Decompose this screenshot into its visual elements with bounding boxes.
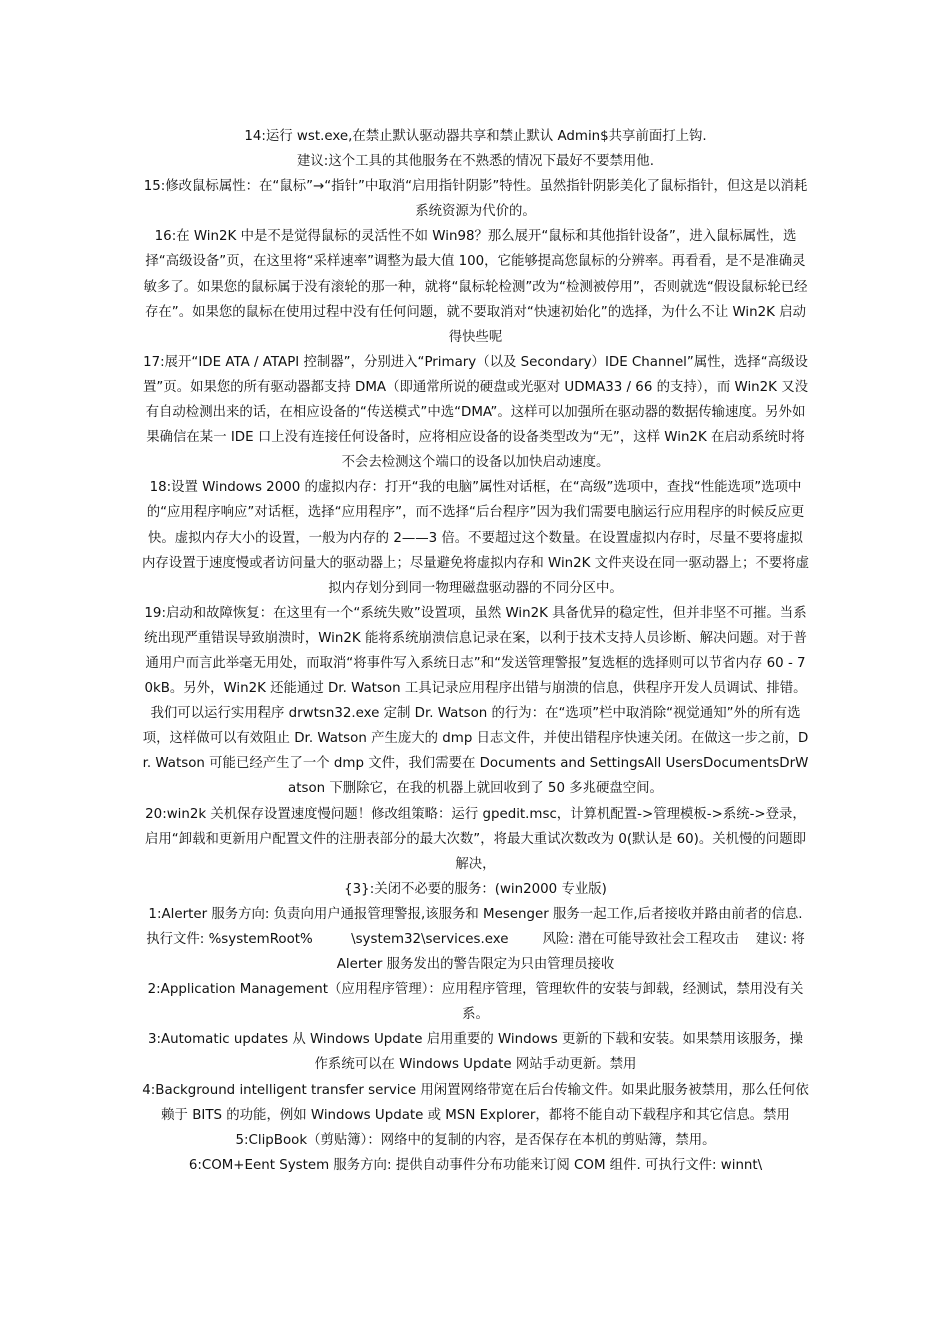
paragraph-tip-19: 19:启动和故障恢复：在这里有一个“系统失败”设置项，虽然 Win2K 具备优异的稳定性，但并非坚不可摧。当系统出现严重错误导致崩溃时，Win2K 能将系统崩溃信息记录在案，以利于技术支持人员诊断、解决问题。对于普通用户而言此举毫无用处，而取消“将事件写入系统日志”和“发送管理警报”复选框的选择则可以节省内存 60 - 70kB。另外，Win2K 还能通过 Dr. Watson 工具记录应用程序出错与崩溃的信息，供程序开发人员调试、排错。我们可以运行实用程序 drwtsn32.exe 定制 Dr. Watson 的行为：在“选项”栏中取消除“视觉通知”外的所有选项，这样做可以有效阻止 Dr. Watson 产生庞大的 dmp 日志文件，并使出错程序快速关闭。在做这一步之前，Dr. Watson 可能已经产生了一个 dmp 文件，我们需要在 Documents and SettingsAll UsersDocumentsDrWatson 下删除它，在我的机器上就回收到了 50 多兆硬盘空间。 <box>142 605 809 797</box>
paragraph-tip-14-advice: 建议:这个工具的其他服务在不熟悉的情况下最好不要禁用他. <box>297 154 654 170</box>
paragraph-tip-16: 16:在 Win2K 中是不是觉得鼠标的灵活性不如 Win98？那么展开“鼠标和其他指针设备”，进入鼠标属性，选择“高级设备”页，在这里将“采样速率”调整为最大值 100，它能够提高您鼠标的分辨率。再看看，是不是准确灵敏多了。如果您的鼠标属于没有滚轮的那一种，就将“鼠标轮检测”改为“检测被停用”，否则就选“假设鼠标轮已经存在”。如果您的鼠标在使用过程中没有任何问题，就不要取消对“快速初始化”的选择，为什么不让 Win2K 启动得快些呢 <box>143 229 808 345</box>
paragraph-service-2: 2:Application Management（应用程序管理）：应用程序管理，管理软件的安装与卸载，经测试，禁用没有关系。 <box>147 982 804 1023</box>
paragraph-service-6: 6:COM+Eent System 服务方向: 提供自动事件分布功能来订阅 COM 组件. 可执行文件: winnt\ <box>188 1157 763 1173</box>
paragraph-tip-20: 20:win2k 关机保存设置速度慢问题！修改组策略：运行 gpedit.msc，计算机配置->管理模板->系统->登录，启用“卸载和更新用户配置文件的注册表部分的最大次数”，将最大重试次数改为 0(默认是 60)。关机慢的问题即解决， <box>145 806 806 872</box>
section-heading-services: {3}:关闭不必要的服务：(win2000 专业版) <box>344 881 607 897</box>
paragraph-service-4: 4:Background intelligent transfer service 用闲置网络带宽在后台传输文件。如果此服务被禁用，那么任何依赖于 BITS 的功能，例如 Windows Update 或 MSN Explorer，都将不能自动下载程序和其它信息。禁用 <box>142 1082 809 1123</box>
paragraph-tip-14: 14:运行 wst.exe,在禁止默认驱动器共享和禁止默认 Admin$共享前面打上钩. <box>244 129 707 144</box>
paragraph-service-3: 3:Automatic updates 从 Windows Update 启用重要的 Windows 更新的下载和安装。如果禁用该服务，操作系统可以在 Windows Update 网站手动更新。禁用 <box>147 1032 804 1073</box>
document-body <box>142 124 809 1178</box>
paragraph-tip-17: 17:展开“IDE ATA / ATAPI 控制器”，分别进入“Primary（以及 Secondary）IDE Channel”属性，选择“高级设置”页。如果您的所有驱动器都支持 DMA（即通常所说的硬盘或光驱对 UDMA33 / 66 的支持），而 Win2K 又没有自动检测出来的话，在相应设备的“传送模式”中选“DMA”。这样可以加强所在驱动器的数据传输速度。另外如果确信在某一 IDE 口上没有连接任何设备时，应将相应设备的设备类型改为“无”，这样 Win2K 在启动系统时将不会去检测这个端口的设备以加快启动速度。 <box>143 354 808 471</box>
paragraph-service-5: 5:ClipBook（剪贴簿）：网络中的复制的内容，是否保存在本机的剪贴簿，禁用。 <box>235 1132 716 1148</box>
paragraph-service-1: 1:Alerter 服务方向: 负责向用户通报管理警报,该服务和 Mesenger 服务一起工作,后者接收并路由前者的信息. 执行文件: %systemRoot% \system32\services.exe 风险: 潜在可能导致社会工程攻击 建议: 将 Alerter 服务发出的警告限定为只由管理员接收 <box>146 906 805 973</box>
paragraph-tip-15: 15:修改鼠标属性：在“鼠标”→“指针”中取消“启用指针阴影”特性。虽然指针阴影美化了鼠标指针，但这是以消耗系统资源为代价的。 <box>143 179 808 220</box>
paragraph-tip-18: 18:设置 Windows 2000 的虚拟内存：打开“我的电脑”属性对话框，在“高级”选项中，查找“性能选项”选项中的“应用程序响应”对话框，选择“应用程序”，而不选择“后台程序”因为我们需要电脑运行应用程序的时候反应更快。虚拟内存大小的设置，一般为内存的 2——3 倍。不要超过这个数量。在设置虚拟内存时，尽量不要将虚拟内存设置于速度慢或者访问量大的驱动器上；尽量避免将虚拟内存和 Win2K 文件夹设在同一驱动器上；不要将虚拟内存划分到同一物理磁盘驱动器的不同分区中。 <box>142 480 809 596</box>
